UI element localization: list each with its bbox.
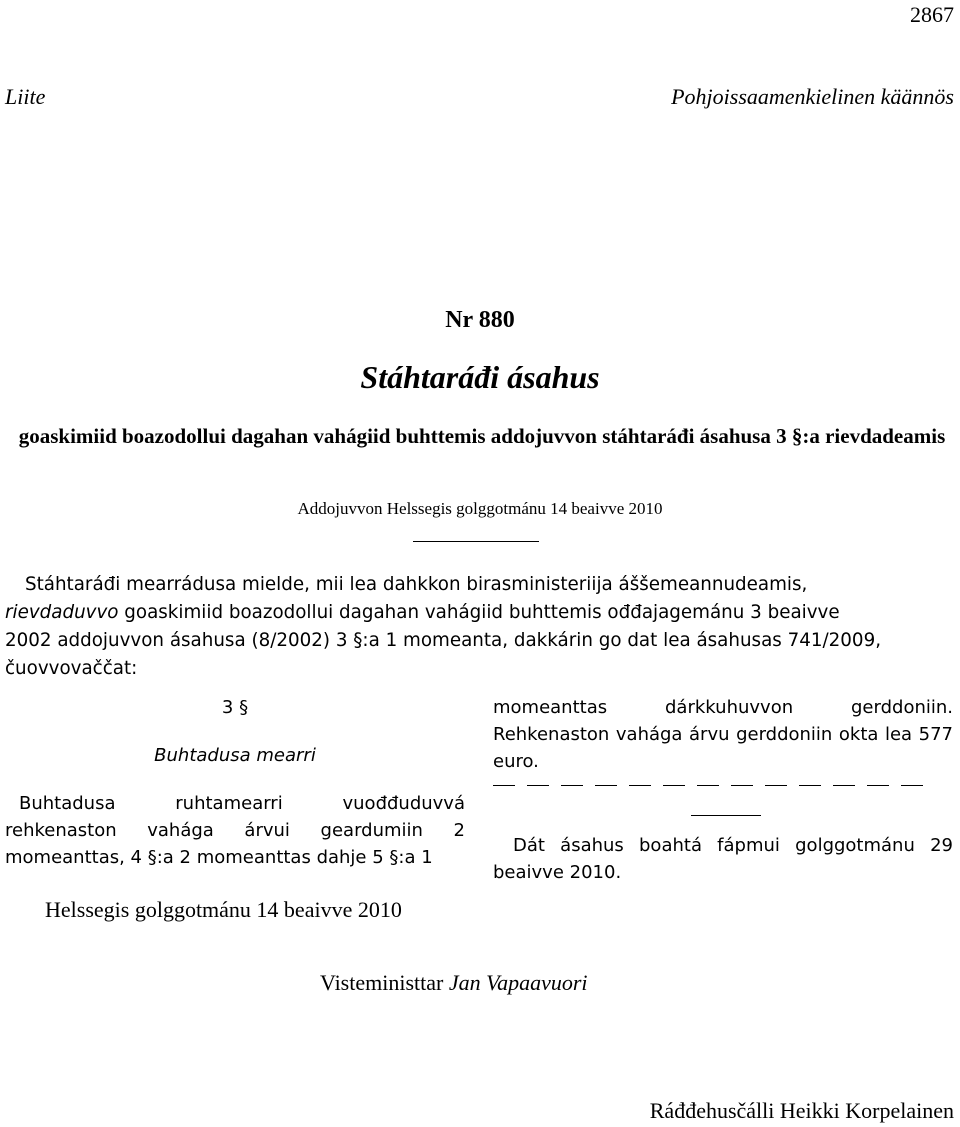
section-body: Buhtadusa ruhtamearri vuođđuduvvá rehkenaston vahága árvui geardumiin 2 momeanttas, 4 §:a 2 momeanttas dahje 5 §:a 1 xyxy=(5,793,465,868)
title-divider xyxy=(413,541,539,542)
header-translation-label: Pohjoissaamenkielinen käännös xyxy=(671,84,954,109)
minister-name: Jan Vapaavuori xyxy=(448,970,588,995)
effective-date-text: Dát ásahus boahtá fápmui golggotmánu 29 beaivve 2010. xyxy=(493,835,953,883)
section-continuation: momeanttas dárkkuhuvvon gerddoniin. Rehkenaston vahága árvu gerddoniin okta lea 577 euro. xyxy=(493,697,953,772)
signing-place-date: Helssegis golggotmánu 14 beaivve 2010 xyxy=(45,897,402,922)
section-number: 3 § xyxy=(221,697,249,718)
minister-signature xyxy=(320,970,588,996)
section-title: Buhtadusa mearri xyxy=(154,745,316,766)
decree-subtitle: goaskimiid boazodollui dagahan vahágiid buhttemis addojuvvon stáhtaráđi ásahusa 3 §:a rievdadeamis xyxy=(18,424,946,448)
intro-line-4: čuovvovaččat: xyxy=(5,658,138,679)
dashed-divider xyxy=(493,781,923,793)
amended-word: rievdaduvvo xyxy=(5,602,119,623)
header-appendix-label: Liite xyxy=(5,84,46,109)
official-signature: Ráđđehusčálli Heikki Korpelainen xyxy=(649,1098,954,1123)
right-column xyxy=(493,694,953,886)
decree-number: Nr 880 xyxy=(445,307,515,333)
intro-paragraph xyxy=(5,571,955,683)
page-number: 2867 xyxy=(910,2,954,27)
intro-line-3: 2002 addojuvvon ásahusa (8/2002) 3 §:a 1 momeanta, dakkárin go dat lea ásahusas 741/2009, xyxy=(5,630,882,651)
short-divider xyxy=(691,815,761,816)
intro-line-2 xyxy=(5,599,955,627)
intro-line-1: Stáhtaráđi mearrádusa mielde, mii lea dahkkon birasministeriija áššemeannudeamis, xyxy=(25,574,808,595)
decree-title: Stáhtaráđi ásahus xyxy=(360,359,600,395)
left-column xyxy=(5,694,465,871)
given-date-line: Addojuvvon Helssegis golggotmánu 14 beaivve 2010 xyxy=(297,499,663,518)
minister-title: Visteministtar xyxy=(320,970,444,995)
intro-line-2-rest: goaskimiid boazodollui dagahan vahágiid buhttemis ođđajagemánu 3 beaivve xyxy=(118,602,840,623)
